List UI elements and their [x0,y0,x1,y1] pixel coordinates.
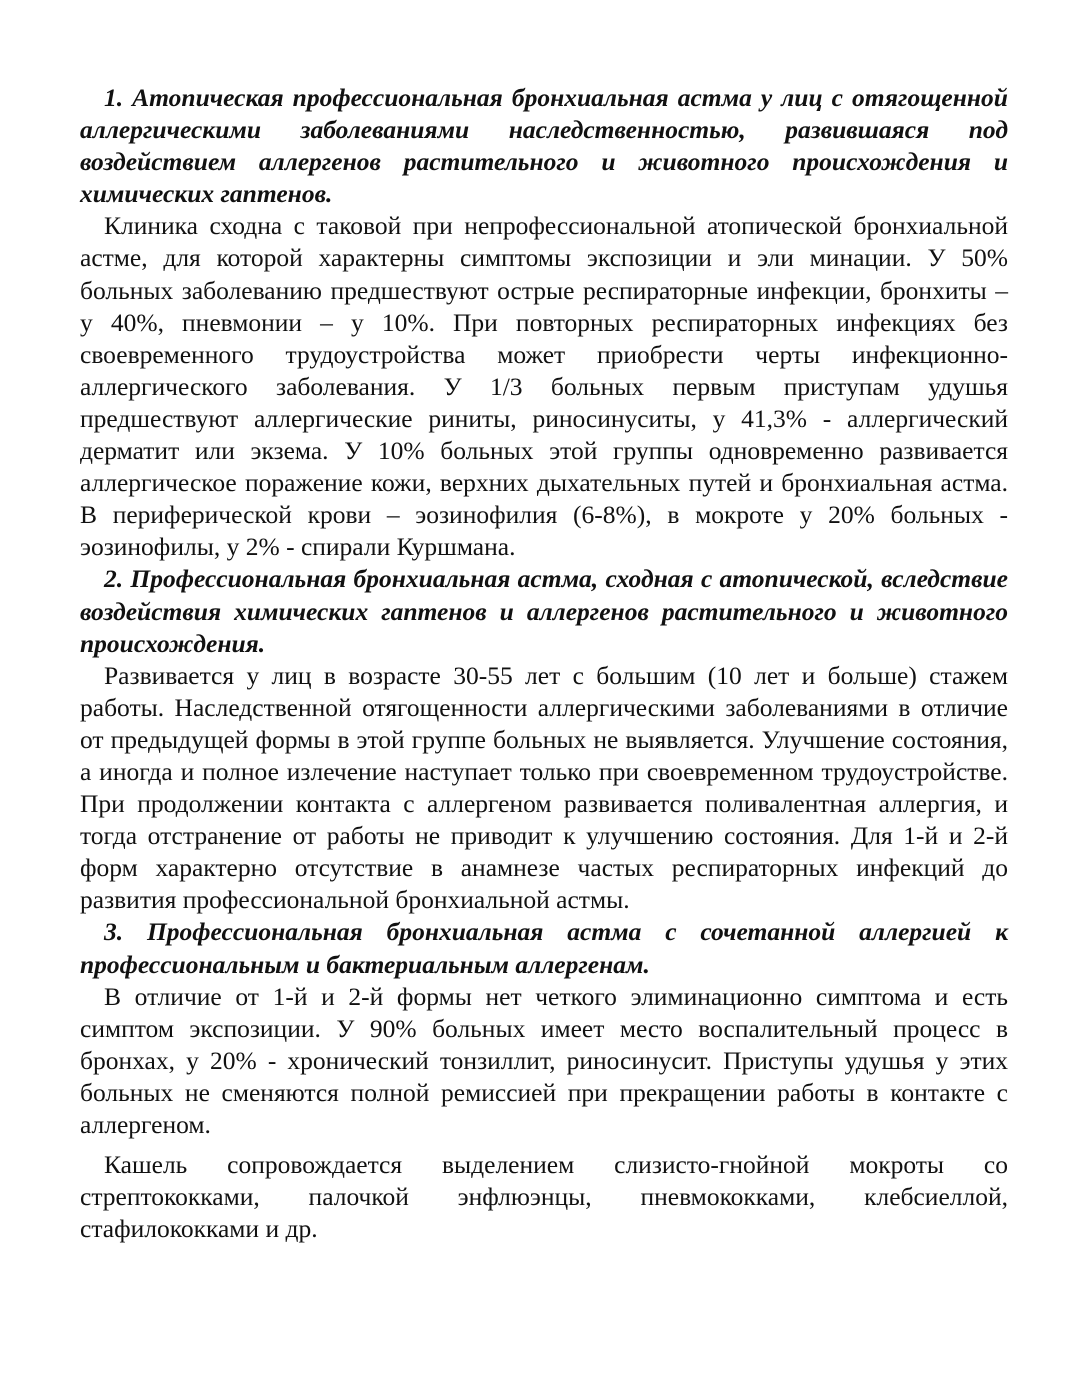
section-1-heading: 1. Атопическая профессиональная бронхиальная астма у лиц с отягощенной аллергическими заболеваниями наследственностью, развившаяся под воздействием аллергенов растительного и животного происхождения и химических гаптенов. [80,83,1008,209]
section-3-body-continued: Кашель сопровождается выделением слизисто-гнойной мокроты со стрептококками, палочкой энфлюэнцы, пневмококками, клебсиеллой, стафилококками и др. [80,1150,1008,1244]
section-2-heading: 2. Профессиональная бронхиальная астма, сходная с атопической, вследствие воздействия химических гаптенов и аллергенов растительного и животного происхождения. [80,564,1008,658]
section-1-body: Клиника сходна с таковой при непрофессиональной атопической бронхиальной астме, для которой характерны симптомы экспозиции и эли минации. У 50% больных заболеванию предшествуют острые респираторные инфекции, бронхиты – у 40%, пневмонии – у 10%. При повторных респираторных инфекциях без своевременного трудоустройства может приобрести черты инфекционно-аллергического заболевания. У 1/3 больных первым приступам удушья предшествуют аллергические риниты, риносинуситы, у 41,3% - аллергический дерматит или экзема. У 10% больных этой группы одновременно развивается аллергическое поражение кожи, верхних дыхательных путей и бронхиальная астма. В периферической крови – эозинофилия (6-8%), в мокроте у 20% больных - эозинофилы, у 2% - спирали Куршмана. [80,211,1008,562]
section-3-heading: 3. Профессиональная бронхиальная астма с сочетанной аллергией к профессиональным и бактериальным аллергенам. [80,917,1008,979]
document-page [80,82,1008,1245]
section-2-body: Развивается у лиц в возрасте 30-55 лет с большим (10 лет и больше) стажем работы. Наследственной отягощенности аллергическими заболеваниями в отличие от предыдущей формы в этой группе больных не выявляется. Улучшение состояния, а иногда и полное излечение наступает только при своевременном трудоустройстве. При продолжении контакта с аллергеном развивается поливалентная аллергия, и тогда отстранение от работы не приводит к улучшению состояния. Для 1-й и 2-й форм характерно отсутствие в анамнезе частых респираторных инфекций до развития профессиональной бронхиальной астмы. [80,660,1008,915]
section-3-body: В отличие от 1-й и 2-й формы нет четкого элиминационно симптома и есть симптом экспозиции. У 90% больных имеет место воспалительный процесс в бронхах, у 20% - хронический тонзиллит, риносинусит. Приступы удушья у этих больных не сменяются полной ремиссией при прекращении работы в контакте с аллергеном. [80,981,1008,1139]
